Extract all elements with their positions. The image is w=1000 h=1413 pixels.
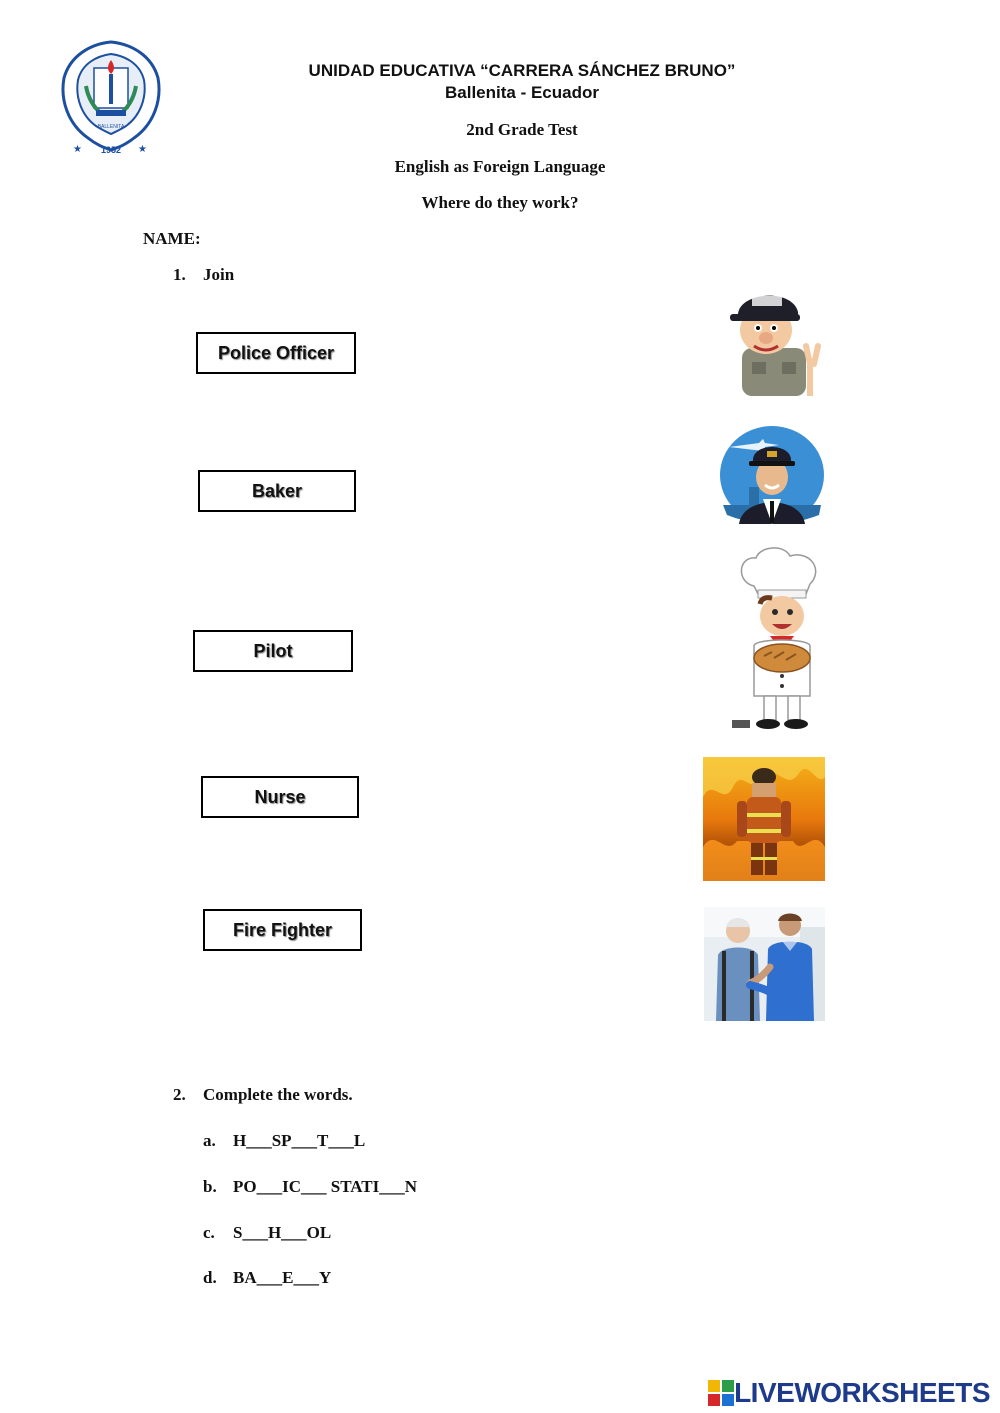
fill-item-d[interactable]	[203, 1268, 331, 1288]
word-box-police-officer[interactable]: Police Officer	[196, 332, 356, 374]
pilot-picture[interactable]	[719, 425, 825, 525]
police-officer-picture[interactable]	[722, 284, 826, 396]
subject-title: English as Foreign Language	[394, 157, 606, 176]
svg-text:★: ★	[138, 144, 147, 155]
word-box-baker[interactable]: Baker	[198, 470, 356, 512]
liveworksheets-wordmark: LIVEWORKSHEETS	[734, 1377, 990, 1408]
fill-item-word: BA___E___Y	[233, 1268, 332, 1287]
fill-item-word: PO___IC___ STATI___N	[233, 1177, 418, 1196]
section-1-title: Join	[203, 265, 235, 284]
liveworksheets-mark-icon	[708, 1380, 734, 1406]
fill-item-letter: c.	[203, 1223, 215, 1242]
fill-item-a[interactable]	[203, 1131, 365, 1151]
nurse-picture[interactable]	[704, 907, 825, 1021]
fill-item-word: S___H___OL	[233, 1223, 332, 1242]
section-2-number: 2.	[173, 1085, 186, 1104]
svg-text:★: ★	[73, 144, 82, 155]
fill-item-c[interactable]	[203, 1223, 331, 1243]
test-title: 2nd Grade Test	[466, 120, 578, 139]
word-box-pilot[interactable]: Pilot	[193, 630, 353, 672]
fill-item-letter: a.	[203, 1131, 216, 1150]
word-box-nurse[interactable]: Nurse	[201, 776, 359, 818]
liveworksheets-logo[interactable]	[708, 1377, 990, 1409]
fill-item-letter: b.	[203, 1177, 217, 1196]
baker-picture[interactable]	[732, 546, 826, 730]
name-label: NAME:	[143, 229, 201, 248]
fill-item-word: H___SP___T___L	[233, 1131, 366, 1150]
school-name: UNIDAD EDUCATIVA “CARRERA SÁNCHEZ BRUNO”	[308, 61, 736, 80]
logo-year: 1952	[100, 145, 122, 155]
fill-item-letter: d.	[203, 1268, 217, 1287]
section-2-title: Complete the words.	[203, 1085, 353, 1104]
word-box-fire-fighter[interactable]: Fire Fighter	[203, 909, 362, 951]
fill-item-b[interactable]	[203, 1177, 417, 1197]
topic-title: Where do they work?	[421, 193, 579, 212]
school-location: Ballenita - Ecuador	[445, 83, 599, 102]
svg-text:BALLENITA: BALLENITA	[97, 124, 125, 130]
section-1-number: 1.	[173, 265, 186, 284]
firefighter-picture[interactable]	[703, 757, 825, 881]
